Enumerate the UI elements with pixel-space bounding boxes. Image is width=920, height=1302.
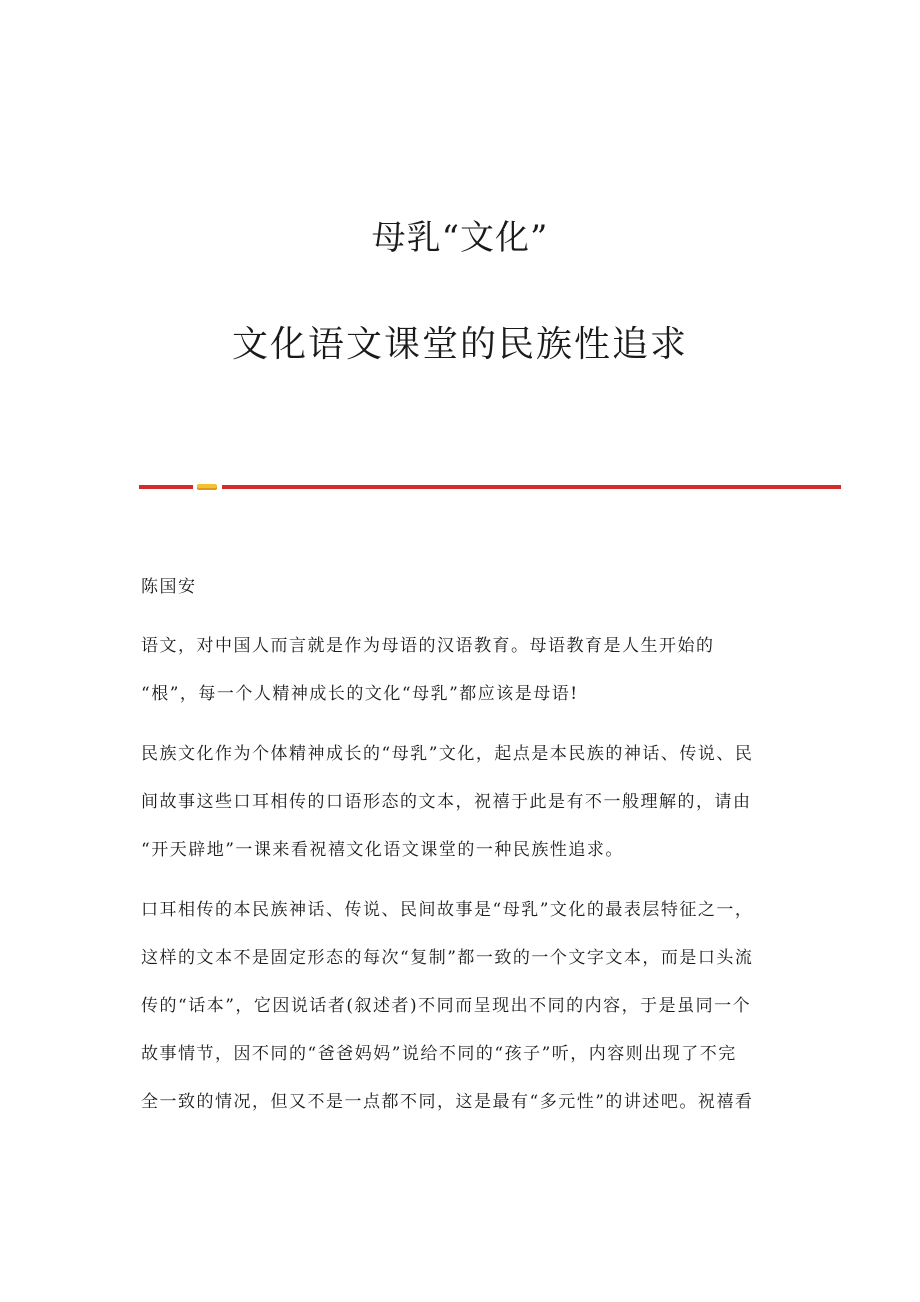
paragraph-line: 这样的文本不是固定形态的每次“复制”都一致的一个文字文本，而是口头流	[141, 948, 754, 968]
paragraph-line: 口耳相传的本民族神话、传说、民间故事是“母乳”文化的最表层特征之一，	[141, 900, 754, 920]
paragraph-3	[141, 886, 781, 1126]
author-name: 陈国安	[141, 577, 197, 597]
paragraph-line: 全一致的情况，但又不是一点都不同，这是最有“多元性”的讲述吧。祝禧看	[141, 1092, 754, 1112]
divider-bar-right	[222, 485, 841, 489]
paragraph-line: “根”，每一个人精神成长的文化“母乳”都应该是母语!	[141, 684, 579, 704]
paragraph-line: 语文，对中国人而言就是作为母语的汉语教育。母语教育是人生开始的	[141, 636, 715, 656]
document-title: 母乳“文化”	[371, 218, 549, 258]
pencil-icon	[197, 484, 217, 490]
paragraph-1	[141, 622, 781, 718]
paragraph-line: 间故事这些口耳相传的口语形态的文本，祝禧于此是有不一般理解的，请由	[141, 792, 752, 812]
paragraph-2	[141, 730, 781, 874]
document-subtitle: 文化语文课堂的民族性追求	[231, 324, 688, 365]
divider-bar-left	[139, 485, 193, 489]
document-body	[141, 570, 781, 1138]
paragraph-line: 故事情节，因不同的“爸爸妈妈”说给不同的“孩子”听，内容则出现了不完	[141, 1044, 737, 1064]
paragraph-line: 民族文化作为个体精神成长的“母乳”文化，起点是本民族的神话、传说、民	[141, 744, 754, 764]
paragraph-line: “开天辟地”一课来看祝禧文化语文课堂的一种民族性追求。	[141, 840, 624, 860]
title-divider	[139, 485, 841, 491]
paragraph-line: 传的“话本”，它因说话者(叙述者)不同而呈现出不同的内容，于是虽同一个	[141, 996, 752, 1016]
